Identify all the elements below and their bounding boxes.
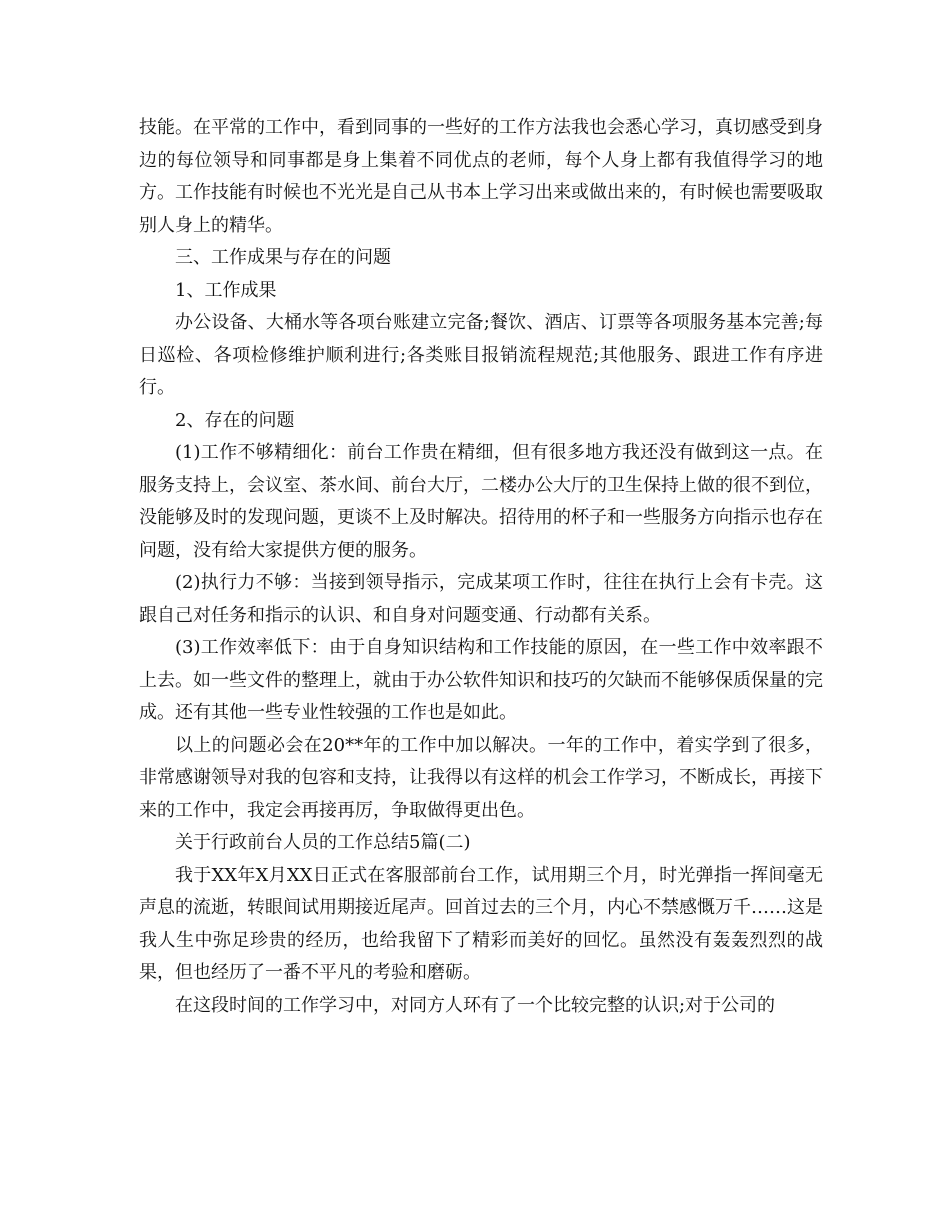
paragraph-problem-2: (2)执行力不够：当接到领导指示，完成某项工作时，往往在执行上会有卡壳。这跟自己对任务和指示的认识、和自身对问题变通、行动都有关系。 (139, 572, 823, 626)
paragraph-1: 技能。在平常的工作中，看到同事的一些好的工作方法我也会悉心学习，真切感受到身边的每位领导和同事都是身上集着不同优点的老师，每个人身上都有我值得学习的地方。工作技能有时候也不光光是自己从书本上学习出来或做出来的，有时候也需要吸取别人身上的精华。 (139, 117, 823, 236)
paragraph-part-2-intro: 我于XX年X月XX日正式在客服部前台工作，试用期三个月，时光弹指一挥间毫无声息的流逝，转眼间试用期接近尾声。回首过去的三个月，内心不禁感慨万千……这是我人生中弥足珍贵的经历，也给我留下了精彩而美好的回忆。虽然没有轰轰烈烈的战果，但也经历了一番不平凡的考验和磨砺。 (139, 864, 823, 983)
document-body (139, 112, 823, 1022)
subheading-work-results: 1、工作成果 (175, 279, 277, 301)
paragraph-conclusion: 以上的问题必会在20**年的工作中加以解决。一年的工作中，着实学到了很多，非常感谢领导对我的包容和支持，让我得以有这样的机会工作学习，不断成长，再接下来的工作中，我定会再接再厉，争取做得更出色。 (139, 734, 823, 821)
paragraph-work-results: 办公设备、大桶水等各项台账建立完备;餐饮、酒店、订票等各项服务基本完善;每日巡检、各项检修维护顺利进行;各类账目报销流程规范;其他服务、跟进工作有序进行。 (139, 312, 823, 398)
paragraph-part-2-continued: 在这段时间的工作学习中，对同方人环有了一个比较完整的认识;对于公司的 (175, 994, 776, 1016)
section-heading-3: 三、工作成果与存在的问题 (175, 247, 391, 268)
section-title-part-2: 关于行政前台人员的工作总结5篇(二) (175, 832, 471, 853)
paragraph-problem-1: (1)工作不够精细化：前台工作贵在精细，但有很多地方我还没有做到这一点。在服务支持上，会议室、茶水间、前台大厅，二楼办公大厅的卫生保持上做的很不到位，没能够及时的发现问题，更谈不上及时解决。招待用的杯子和一些服务方向指示也存在问题，没有给大家提供方便的服务。 (139, 442, 823, 561)
paragraph-problem-3: (3)工作效率低下：由于自身知识结构和工作技能的原因，在一些工作中效率跟不上去。如一些文件的整理上，就由于办公软件知识和技巧的欠缺而不能够保质保量的完成。还有其他一些专业性较强的工作也是如此。 (139, 637, 823, 723)
subheading-problems: 2、存在的问题 (175, 409, 295, 431)
